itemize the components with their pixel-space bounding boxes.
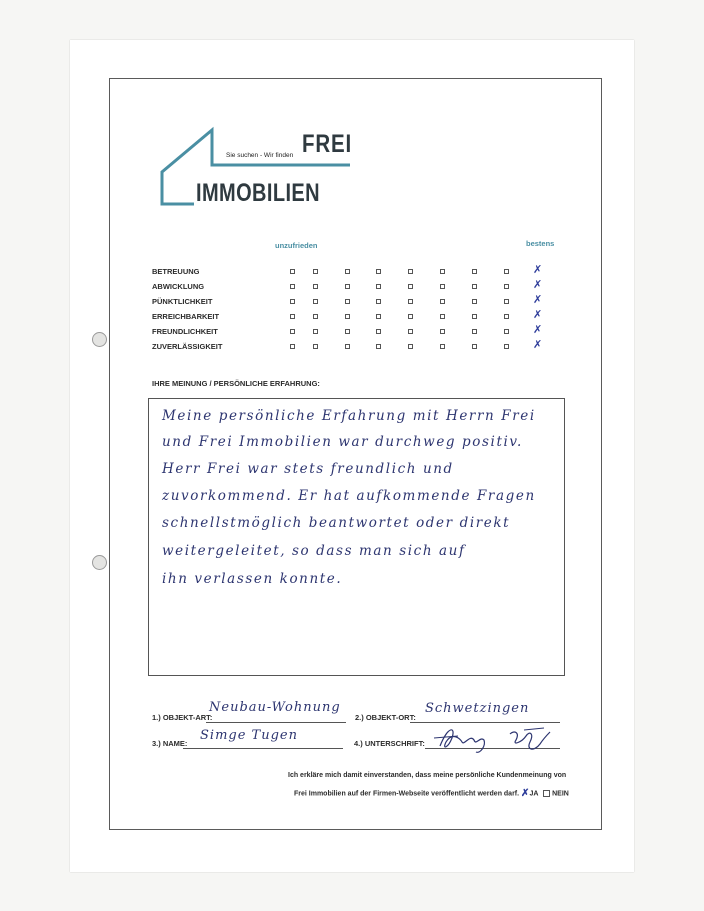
objekt-art-field[interactable]: Neubau-Wohnung bbox=[209, 700, 341, 715]
rating-checkbox[interactable] bbox=[504, 344, 509, 349]
objekt-art-line bbox=[206, 722, 346, 723]
rating-checkbox[interactable] bbox=[313, 344, 318, 349]
rating-checkbox[interactable] bbox=[504, 329, 509, 334]
rating-checkbox[interactable] bbox=[345, 299, 350, 304]
rating-checkbox[interactable] bbox=[313, 314, 318, 319]
rating-checkbox[interactable] bbox=[376, 329, 381, 334]
rating-checkbox[interactable] bbox=[313, 299, 318, 304]
rating-checkbox[interactable] bbox=[408, 329, 413, 334]
name-label: 3.) NAME: bbox=[152, 739, 188, 748]
opinion-text-line: weitergeleitet, so dass man sich auf bbox=[162, 543, 466, 559]
objekt-ort-line bbox=[410, 722, 560, 723]
opinion-label: IHRE MEINUNG / PERSÖNLICHE ERFAHRUNG: bbox=[152, 379, 320, 388]
rating-checkbox[interactable] bbox=[408, 314, 413, 319]
criterion-label: FREUNDLICHKEIT bbox=[152, 327, 218, 336]
consent-no-label: NEIN bbox=[552, 790, 569, 798]
rating-checkbox[interactable] bbox=[472, 329, 477, 334]
punch-hole-top bbox=[92, 332, 107, 347]
rating-checkbox[interactable] bbox=[472, 344, 477, 349]
criterion-label: BETREUUNG bbox=[152, 267, 200, 276]
rating-checkbox[interactable] bbox=[472, 284, 477, 289]
criterion-label: ERREICHBARKEIT bbox=[152, 312, 220, 321]
rating-checkbox[interactable] bbox=[440, 284, 445, 289]
rating-checkbox[interactable] bbox=[440, 344, 445, 349]
rating-checkbox[interactable] bbox=[472, 314, 477, 319]
consent-yes-label: JA bbox=[529, 790, 539, 798]
rating-checkbox[interactable] bbox=[313, 284, 318, 289]
rating-checkbox[interactable] bbox=[440, 299, 445, 304]
consent-text-line1: Ich erkläre mich damit einverstanden, dass meine persönliche Kundenmeinung von bbox=[288, 772, 567, 779]
punch-hole-bottom bbox=[92, 555, 107, 570]
opinion-text-line: und Frei Immobilien war durchweg positiv. bbox=[162, 434, 523, 450]
rating-checkbox-checked[interactable]: ✗ bbox=[533, 279, 543, 291]
rating-checkbox[interactable] bbox=[376, 284, 381, 289]
rating-checkbox-checked[interactable]: ✗ bbox=[533, 309, 543, 321]
rating-checkbox[interactable] bbox=[290, 344, 295, 349]
opinion-text-line: zuvorkommend. Er hat aufkommende Fragen bbox=[162, 488, 536, 504]
opinion-text-line: Meine persönliche Erfahrung mit Herrn Frei bbox=[162, 408, 536, 424]
objekt-ort-field[interactable]: Schwetzingen bbox=[425, 701, 530, 716]
rating-checkbox[interactable] bbox=[376, 344, 381, 349]
name-line bbox=[183, 748, 343, 749]
rating-checkbox[interactable] bbox=[376, 269, 381, 274]
handwritten-signature[interactable] bbox=[430, 724, 560, 754]
tagline: Sie suchen - Wir finden bbox=[226, 152, 294, 159]
rating-checkbox[interactable] bbox=[408, 299, 413, 304]
rating-checkbox[interactable] bbox=[472, 299, 477, 304]
rating-checkbox-checked[interactable]: ✗ bbox=[533, 264, 543, 276]
rating-checkbox[interactable] bbox=[290, 314, 295, 319]
rating-checkbox[interactable] bbox=[290, 269, 295, 274]
rating-checkbox[interactable] bbox=[440, 314, 445, 319]
criterion-label: ZUVERLÄSSIGKEIT bbox=[152, 342, 223, 351]
opinion-text-line: Herr Frei war stets freundlich und bbox=[162, 461, 454, 477]
consent-no-checkbox[interactable] bbox=[543, 790, 550, 797]
criterion-label: ABWICKLUNG bbox=[152, 282, 205, 291]
opinion-text-line: schnellstmöglich beantwortet oder direkt bbox=[162, 515, 511, 531]
rating-checkbox[interactable] bbox=[472, 269, 477, 274]
rating-checkbox-checked[interactable]: ✗ bbox=[533, 339, 543, 351]
objekt-art-label: 1.) OBJEKT-ART: bbox=[152, 713, 213, 722]
objekt-ort-label: 2.) OBJEKT-ORT: bbox=[355, 713, 416, 722]
opinion-text-line: ihn verlassen konnte. bbox=[162, 571, 343, 587]
rating-checkbox[interactable] bbox=[504, 314, 509, 319]
rating-checkbox[interactable] bbox=[313, 269, 318, 274]
rating-checkbox[interactable] bbox=[290, 284, 295, 289]
consent-text-line2-body: Frei Immobilien auf der Firmen-Webseite veröffentlicht werden darf. bbox=[294, 790, 520, 798]
unterschrift-label: 4.) UNTERSCHRIFT: bbox=[354, 739, 425, 748]
rating-checkbox[interactable] bbox=[345, 284, 350, 289]
criterion-label: PÜNKTLICHKEIT bbox=[152, 297, 213, 306]
rating-checkbox[interactable] bbox=[504, 299, 509, 304]
rating-checkbox[interactable] bbox=[313, 329, 318, 334]
rating-checkbox-checked[interactable]: ✗ bbox=[533, 294, 543, 306]
rating-checkbox[interactable] bbox=[290, 299, 295, 304]
name-field[interactable]: Simge Tugen bbox=[200, 728, 298, 743]
rating-checkbox[interactable] bbox=[345, 314, 350, 319]
rating-checkbox[interactable] bbox=[408, 284, 413, 289]
rating-checkbox[interactable] bbox=[408, 269, 413, 274]
brand-name-line1: FREI bbox=[302, 130, 352, 158]
consent-yes-checkbox[interactable]: ✗ bbox=[521, 788, 530, 799]
rating-checkbox[interactable] bbox=[345, 344, 350, 349]
rating-checkbox[interactable] bbox=[504, 284, 509, 289]
rating-checkbox[interactable] bbox=[290, 329, 295, 334]
scale-high-label: bestens bbox=[526, 239, 555, 248]
rating-checkbox[interactable] bbox=[345, 269, 350, 274]
scale-low-label: unzufrieden bbox=[275, 241, 318, 250]
rating-checkbox[interactable] bbox=[376, 314, 381, 319]
consent-text-line2 bbox=[294, 788, 569, 799]
rating-checkbox[interactable] bbox=[440, 269, 445, 274]
rating-checkbox[interactable] bbox=[440, 329, 445, 334]
brand-name-line2: IMMOBILIEN bbox=[196, 179, 320, 207]
rating-checkbox[interactable] bbox=[376, 299, 381, 304]
rating-checkbox-checked[interactable]: ✗ bbox=[533, 324, 543, 336]
rating-checkbox[interactable] bbox=[408, 344, 413, 349]
rating-checkbox[interactable] bbox=[345, 329, 350, 334]
rating-checkbox[interactable] bbox=[504, 269, 509, 274]
